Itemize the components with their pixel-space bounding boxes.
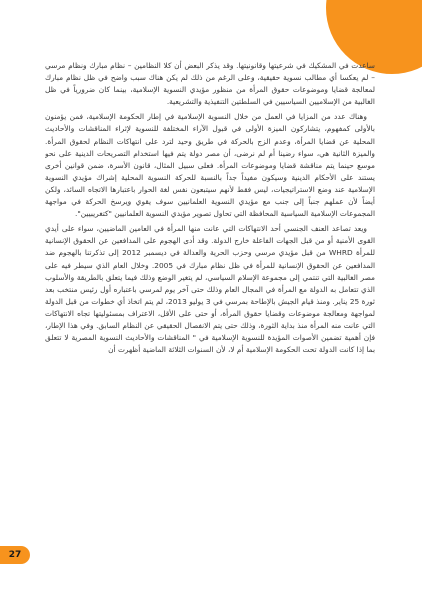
article-body xyxy=(45,60,375,580)
paragraph-2: وهناك عدد من المزايا في العمل من خلال النسوية الإسلامية في إطار الحكومة الإسلامية، فمن يؤمنون بالأولى كمفهوم، يتشاركون الميزة الأولى في قبول الآراء المختلفة للنسوية لإثراء المناقشات والأحاديث المحلية عن قضايا المرأة، وعدم الزج بالحركة في طريق وحيد لترد على انتهاكات النظام لحقوق المرأة. والميزة الثانية هي، سواء رضينا أم لم نرضى، أن مصر دولة يتم فيها استخدام التصريحات الدينية على نحو موسع حينما يتم مناقشة قضايا وموضوعات المرأة. فعلى سبيل المثال، قانون الأسرة، ضمن قوانين أخرى يستند على الأحكام الدينية وسيكون مفيداً جداً بالنسبة للحركة النسوية المحلية إشراك مؤيدي النسوية الإسلامية عند وضع الاستراتيجيات، ليس فقط لأنهم سيتبعون نفس لغة الحوار باعتبارها الاتجاه السائد، ولكن أيضاً لأن عملهم جنباً إلى جنب مع مؤيدي النسوية العلمانيين سوف يقوي ويرسخ الحركة في مواجهة المجموعات الإسلامية السياسية المحافظة التي تحاول تصوير مؤيدي النسوية العلمانيين "كتغريبيين". xyxy=(45,112,375,219)
page-number: 27 xyxy=(8,550,22,560)
paragraph-3: ويعد تصاعد العنف الجنسي أحد الانتهاكات التي عانت منها المرأة في العامين الماضيين، سواء على أيدي القوى الأمنية أو من قبل الجهات الفاعلة خارج الدولة. وقد أدى الهجوم على المدافعين عن الحقوق الإنسانية للمرأة WHRD من قبل مؤيدي مرسي وحزب الحرية والعدالة في ديسمبر 2012 إلى تذكرتنا بالهجوم ضد المدافعين عن الحقوق الإنسانية للمرأة في ظل نظام مبارك في 2005. وخلال العام الذي سيطر فيه على مصر الغالبية التي تنتمي إلى مجموعة الإسلام السياسي، لم يتغير الوضع وذلك فيما يتعلق بالطريقة والأسلوب الذي تتعامل به الدولة مع المرأة في المجال العام وذلك حتى آخر يوم لمرسي باعتباره أول رئيس منتخب بعد ثورة 25 يناير. ومنذ قيام الجيش بالإطاحة بمرسي في 3 يوليو 2013، لم يتم اتخاذ أي خطوات من قبل الدولة لمواجهة ومعالجة موضوعات وقضايا حقوق المرأة، أو حتى على الأقل، الاعتراف بمسئوليتها تجاه الانتهاكات التي عانت منه المرأة منذ بداية الثورة، وذلك حتى يتم الانفصال الحقيقي عن النظام السابق. وفي هذا الإطار، فإن أهمية تضمين الأصوات المؤيدة للنسوية الإسلامية في " المناقشات والأحاديث النسوية المصرية لا تتعلق بما إذا كانت الدولة تحت الحكومة الإسلامية أم لا، لأن السنوات الثلاثة الماضية أظهرت أن xyxy=(45,224,375,355)
paragraph-1: ساعدت في المشكيك في شرعيتها وقانونيتها. وقد يذكر البعض أن كلا النظامين – نظام مبارك ونظام مرسي – لم يعكسا أي مطالب نسوية حقيقية، وعلى الرغم من ذلك لم يكن هناك سبب واضح في ظل نظام مبارك لمعالجة قضايا وموضوعات حقوق المرأة من منظور مؤيدي النسوية الإسلامية، بينما كان ضرورياً في ظل الغالبية من الإسلاميين السياسيين في السلطتين التنفيذية والتشريعية. xyxy=(45,61,375,107)
page-number-tab xyxy=(0,546,30,564)
